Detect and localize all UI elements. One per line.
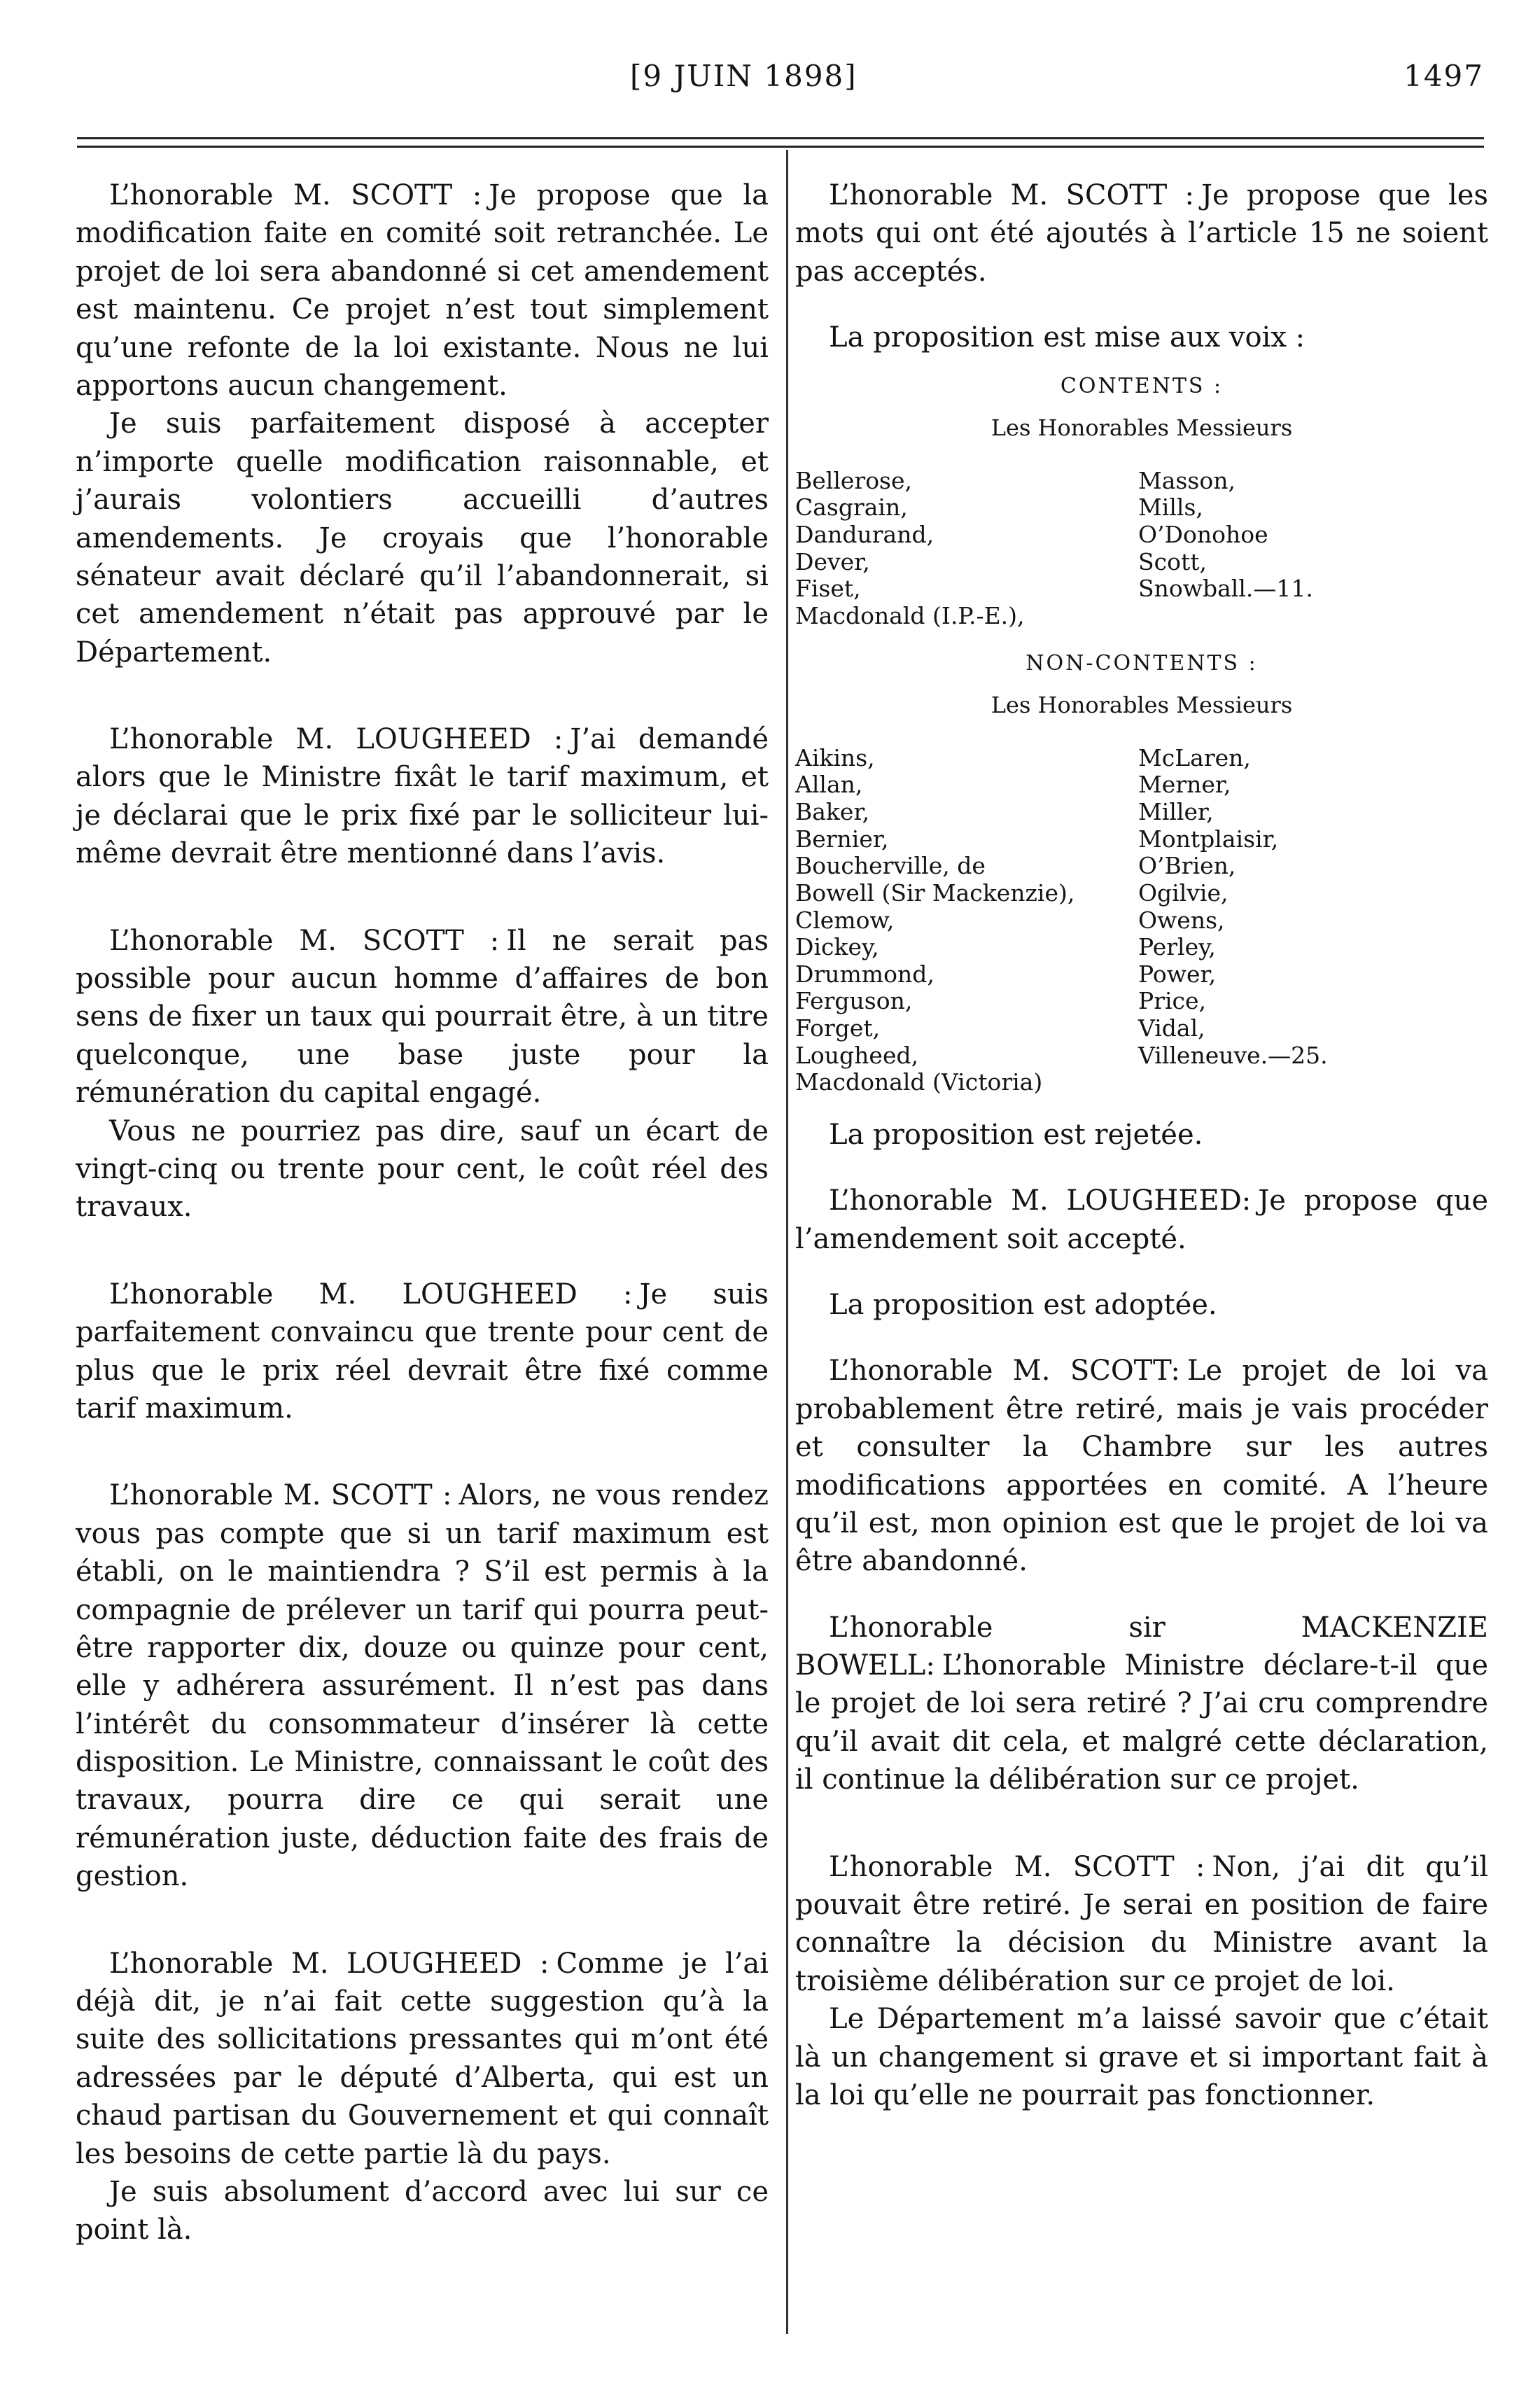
paragraph-text: Le projet de loi va probablement être retiré, mais je vais procéder et consulter la Chambre sur les autres modifications apportées en comité. A l’heure qu’il est, mon opinion est que le projet de loi va être abandonné. xyxy=(795,1355,1488,1578)
contents-subtitle: Les Honorables Messieurs xyxy=(990,414,1293,442)
paragraph xyxy=(795,2000,1488,2114)
list-item: Power, xyxy=(1138,960,1217,988)
list-item: Bowell (Sir Mackenzie), xyxy=(795,879,1075,907)
paragraph-text: J’ai demandé alors que le Ministre fixât le tarif maximum, et je déclarai que le prix fixé par le solliciteur lui-même devrait être mentionné dans l’avis. xyxy=(76,723,769,870)
paragraph xyxy=(76,922,769,1112)
list-item: Clemow, xyxy=(795,906,895,934)
list-item: Boucherville, de xyxy=(795,852,986,880)
speaker: L’honorable M. LOUGHEED: xyxy=(829,1184,1252,1217)
list-item: Montplaisir, xyxy=(1138,825,1279,853)
paragraph-text: Vous ne pourriez pas dire, sauf un écart de vingt-cinq ou trente pour cent, le coût réel des travaux. xyxy=(76,1114,769,1224)
speaker: L’honorable M. SCOTT : xyxy=(109,179,482,211)
paragraph xyxy=(76,1112,769,1227)
right-column xyxy=(795,176,1488,2114)
list-item: Aikins, xyxy=(795,743,875,771)
list-item: Merner, xyxy=(1138,771,1231,799)
list-item: Masson, xyxy=(1138,466,1236,494)
header-date: [9 JUIN 1898] xyxy=(630,59,858,93)
speaker: L’honorable M. SCOTT : xyxy=(109,1479,452,1512)
paragraph xyxy=(76,176,769,405)
list-item: Macdonald (Victoria) xyxy=(795,1068,1043,1096)
paragraph-text: Je suis parfaitement convaincu que trente pour cent de plus que le prix réel devrait être fixé comme tarif maximum. xyxy=(76,1278,769,1425)
paragraph-text: Alors, ne vous rendez vous pas compte que si un tarif maximum est établi, on le maintiendra ? S’il est permis à la compagnie de prélever un tarif qui pourra peut-être rapporter dix, douze ou quinze pour cent, elle y adhérera assurément. Il n’est pas dans l’intérêt du consommateur d’insérer là cette disposition. Le Ministre, connaissant le coût des travaux, pourra dire ce qui serait une rémunération juste, déduction faite des frais de gestion. xyxy=(76,1479,769,1893)
paragraph xyxy=(795,1182,1488,1258)
list-item: Macdonald (I.P.-E.), xyxy=(795,601,1025,629)
paragraph xyxy=(795,1848,1488,2001)
page-header xyxy=(77,50,1484,106)
non-contents-col-2 xyxy=(1138,745,1446,1096)
speaker: L’honorable M. SCOTT: xyxy=(829,1355,1180,1388)
list-item: O’Donohoe xyxy=(1138,521,1268,549)
list-item: Allan, xyxy=(795,771,863,799)
non-contents-col-1 xyxy=(795,745,1138,1096)
contents-col-1 xyxy=(795,468,1138,630)
list-item: Mills, xyxy=(1138,494,1203,522)
speaker: L’honorable M. SCOTT : xyxy=(829,1850,1205,1883)
paragraph xyxy=(76,2173,769,2249)
list-item: Drummond, xyxy=(795,960,934,988)
list-item: Dandurand, xyxy=(795,521,934,549)
paragraph-text: Je suis parfaitement disposé à accepter n’importe quelle modification raisonnable, et j’aurais volontiers accueilli d’autres amendements. Je croyais que l’honorable sénateur avait déclaré qu’il l’abandonnerait, si cet amendement n’était pas approuvé par le Département. xyxy=(76,407,769,669)
list-item: Bellerose, xyxy=(795,466,913,494)
paragraph xyxy=(795,176,1488,291)
paragraph-text: Je propose que la modification faite en comité soit retranchée. Le projet de loi sera abandonné si cet amendement est maintenu. Ce projet n’est tout simplement qu’une refonte de la loi existante. Nous ne lui apportons aucun changement. xyxy=(76,179,769,402)
paragraph-text: Je suis absolument d’accord avec lui sur ce point là. xyxy=(76,2175,769,2246)
paragraph-text: Il ne serait pas possible pour aucun homme d’affaires de bon sens de fixer un taux qui pourrait être, à un titre quelconque, une base juste pour la rémunération du capital engagé. xyxy=(76,924,769,1110)
paragraph-text: L’honorable Ministre déclare-t-il que le projet de loi sera retiré ? J’ai cru comprendre qu’il avait dit cela, et malgré cette déclaration, il continue la délibération sur ce projet. xyxy=(795,1649,1488,1796)
paragraph xyxy=(76,1276,769,1428)
speaker: L’honorable M. SCOTT : xyxy=(109,924,500,957)
non-contents-subtitle: Les Honorables Messieurs xyxy=(990,692,1293,719)
speaker: L’honorable M. SCOTT : xyxy=(829,179,1195,211)
non-contents-list xyxy=(795,745,1488,1096)
non-contents-title: NON-CONTENTS : xyxy=(1026,650,1258,676)
speaker: L’honorable sir MACKENZIE BOWELL: xyxy=(795,1611,1488,1682)
paragraph-text: Comme je l’ai déjà dit, je n’ai fait cette suggestion qu’à la suite des sollicitations pressantes qui m’ont été adressées par le député d’Alberta, qui est un chaud partisan du Gouvernement et qui connaît les besoins de cette partie là du pays. xyxy=(76,1947,769,2170)
paragraph xyxy=(76,720,769,873)
list-item: Miller, xyxy=(1138,798,1214,826)
speaker: L’honorable M. LOUGHEED : xyxy=(109,723,564,756)
header-rule-bottom xyxy=(77,146,1484,148)
speaker: L’honorable M. LOUGHEED : xyxy=(109,1278,633,1311)
speaker: L’honorable M. LOUGHEED : xyxy=(109,1947,550,1980)
list-item: Baker, xyxy=(795,798,870,826)
contents-list xyxy=(795,468,1488,630)
list-item: Perley, xyxy=(1138,933,1216,961)
paragraph xyxy=(76,405,769,671)
list-item: Bernier, xyxy=(795,825,889,853)
adopted-line: La proposition est adoptée. xyxy=(829,1288,1217,1321)
paragraph xyxy=(76,1476,769,1895)
rejected-line: La proposition est rejetée. xyxy=(829,1118,1203,1151)
list-item: McLaren, xyxy=(1138,743,1251,771)
paragraph xyxy=(76,1945,769,2173)
list-item: Casgrain, xyxy=(795,494,908,522)
list-item: O’Brien, xyxy=(1138,852,1236,880)
list-item: Villeneuve.—25. xyxy=(1138,1041,1328,1069)
column-divider xyxy=(786,150,788,2334)
paragraph xyxy=(795,1609,1488,1799)
contents-col-2 xyxy=(1138,468,1446,630)
left-column xyxy=(76,176,769,2249)
list-item: Snowball.—11. xyxy=(1138,575,1313,603)
list-item: Forget, xyxy=(795,1014,881,1042)
header-rule-top xyxy=(77,137,1484,139)
list-item: Owens, xyxy=(1138,906,1225,934)
paragraph xyxy=(795,1352,1488,1580)
list-item: Ferguson, xyxy=(795,987,913,1015)
page-number: 1497 xyxy=(1404,59,1484,93)
paragraph-text: Non, j’ai dit qu’il pouvait être retiré. Je serai en position de faire connaître la décision du Ministre avant la troisième délibération sur ce projet de loi. xyxy=(795,1850,1488,1997)
vote-line: La proposition est mise aux voix : xyxy=(829,321,1306,354)
list-item: Vidal, xyxy=(1138,1014,1205,1042)
list-item: Lougheed, xyxy=(795,1041,919,1069)
paragraph-text: Le Département m’a laissé savoir que c’était là un changement si grave et si important fait à la loi qu’elle ne pourrait pas fonctionner. xyxy=(795,2003,1488,2111)
paragraph-text: Je propose que les mots qui ont été ajoutés à l’article 15 ne soient pas acceptés. xyxy=(795,179,1488,288)
paragraph-text: Je propose que l’amendement soit accepté. xyxy=(795,1184,1488,1255)
contents-title: CONTENTS : xyxy=(1060,373,1224,398)
list-item: Ogilvie, xyxy=(1138,879,1228,907)
list-item: Scott, xyxy=(1138,547,1207,575)
list-item: Fiset, xyxy=(795,575,861,603)
list-item: Dickey, xyxy=(795,933,879,961)
list-item: Dever, xyxy=(795,547,870,575)
list-item: Price, xyxy=(1138,987,1207,1015)
